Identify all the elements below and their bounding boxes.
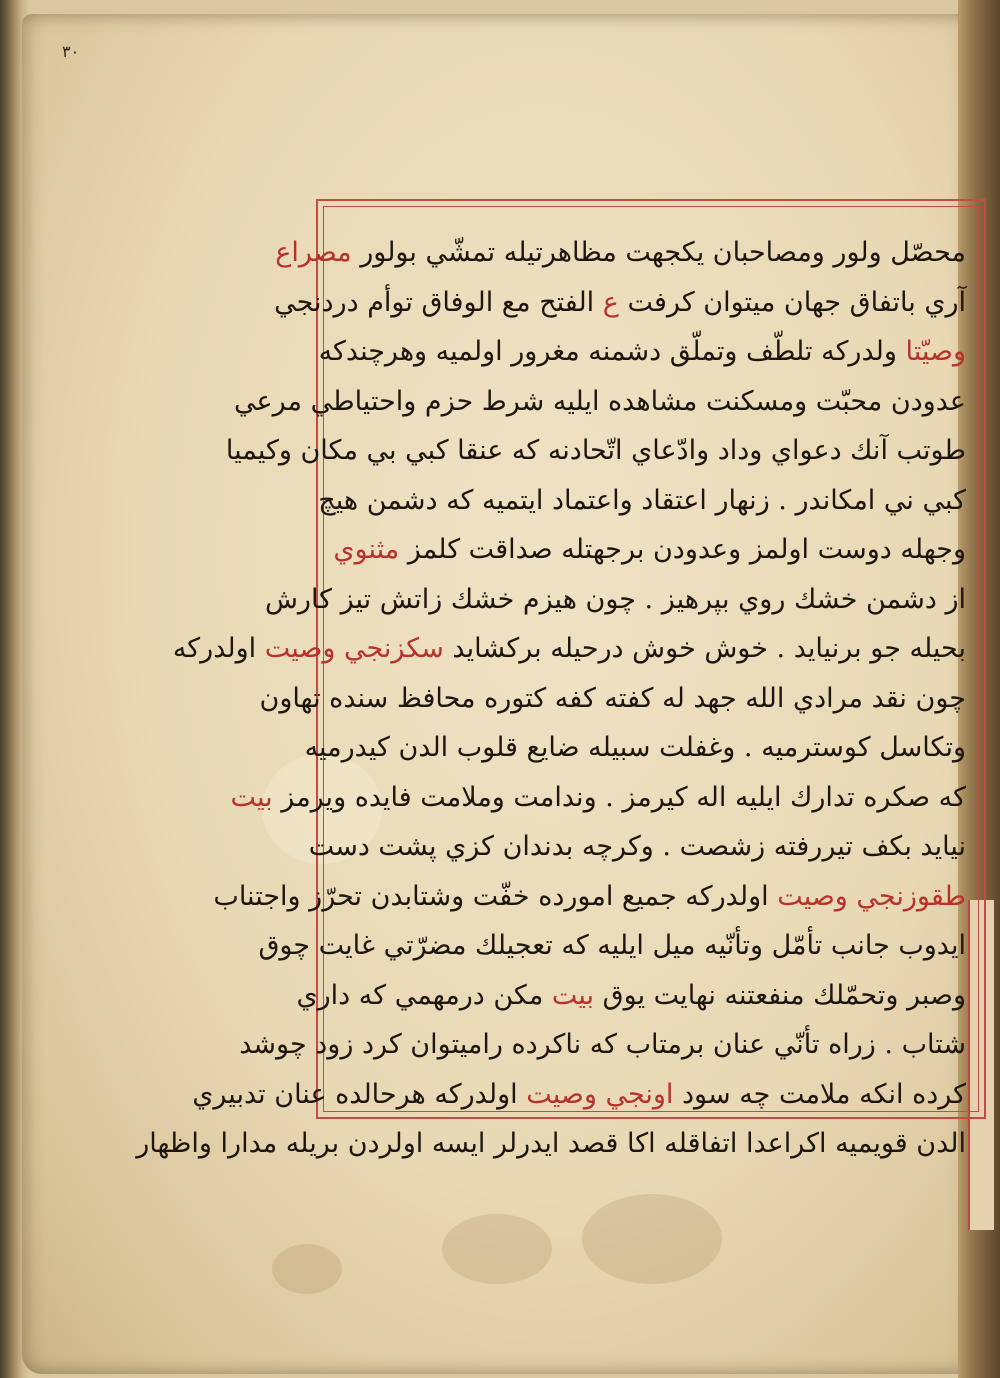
- rubric: سكزنجي وصيت: [264, 633, 444, 664]
- text-line: طوتب آنك دعواي وداد وادّعاي اتّحادنه كه عنقا كبي بي مكان وكيميا: [225, 435, 966, 466]
- text-line: بحيله جو برنيايد . خوش خوش درحيله بركشايد سكزنجي وصيت اولدركه: [172, 633, 966, 664]
- text-line: وصيّتا ولدركه تلطّف وتملّق دشمنه مغرور اولميه وهرچندكه: [318, 336, 966, 367]
- text-line: كه صكره تدارك ايليه اله كيرمز . وندامت وملامت فايده ويرمز بيت: [230, 781, 966, 813]
- folio-number: ٣٠: [62, 42, 80, 61]
- text-line: ايدوب جانب تأمّل وتأنّيه ميل ايليه كه تعجيلك مضرّتي غايت چوق: [258, 930, 966, 961]
- text-line: كبي ني امكاندر . زنهار اعتقاد واعتماد ايتميه كه دشمن هيچ: [318, 484, 966, 516]
- text-line: آري باتفاق جهان ميتوان كرفت ع الفتح مع الوفاق توأم دردنجي: [274, 286, 966, 318]
- rubric: ع: [602, 286, 619, 318]
- text-line: وتكاسل كوسترميه . وغفلت سبيله ضايع قلوب الدن كيدرميه: [304, 732, 966, 763]
- rubric: وصيّتا: [905, 336, 966, 367]
- stain: [442, 1214, 552, 1284]
- text-block: [136, 228, 966, 1159]
- text-line: الدن قويميه اكراعدا اتفاقله اكا قصد ايدرلر ايسه اولردن بريله مدارا واظهار: [136, 1128, 966, 1159]
- rubric: مصراع: [275, 237, 352, 268]
- rubric: مثنوي: [333, 534, 400, 565]
- rubric: بيت: [551, 979, 595, 1011]
- text-line: وجهله دوست اولمز وعدودن برجهتله صداقت كلمز مثنوي: [333, 534, 966, 565]
- text-line: وصبر وتحمّلك منفعتنه نهايت يوق بيت مكن درمهمي كه داري: [296, 979, 966, 1011]
- rubric: اونجي وصيت: [526, 1078, 674, 1110]
- text-line: طقوزنجي وصيت اولدركه جميع امورده خفّت وشتابدن تحرّز واجتناب: [213, 880, 966, 912]
- rubric: بيت: [230, 781, 273, 813]
- text-line: محصّل ولور ومصاحبان يكجهت مظاهرتيله تمشّي بولور مصراع: [275, 237, 966, 268]
- stain: [582, 1194, 722, 1284]
- text-line: عدودن محبّت ومسكنت مشاهده ايليه شرط حزم واحتياطي مرعي: [234, 385, 966, 417]
- text-line: نيايد بكف تيررفته زشصت . وكرچه بدندان كزي پشت دست: [308, 831, 966, 862]
- rubric: طقوزنجي وصيت: [777, 880, 966, 912]
- text-line: كرده انكه ملامت چه سود اونجي وصيت اولدركه هرحالده عنان تدبيري: [192, 1078, 966, 1110]
- text-line: چون نقد مرادي الله جهد له كفته كفه كتوره محافظ سنده تهاون: [259, 682, 966, 714]
- text-line: شتاب . زراه تأنّي عنان برمتاب كه ناكرده راميتوان كرد زود چوشد: [239, 1029, 966, 1060]
- stain: [272, 1244, 342, 1294]
- text-line: از دشمن خشك روي بپرهيز . چون هيزم خشك زاتش تيز كارش: [264, 583, 966, 615]
